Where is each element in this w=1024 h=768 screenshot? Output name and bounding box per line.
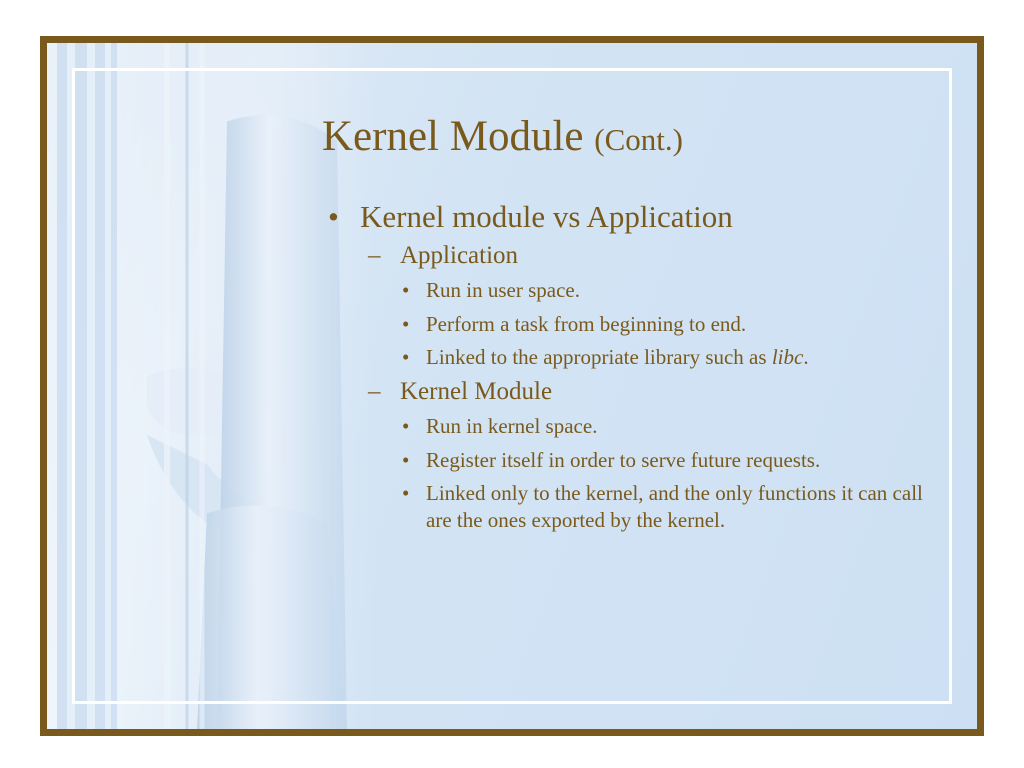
point-item [380,413,942,440]
sub-item-label: Application [400,242,519,270]
point-text: Register itself in order to serve future requests. [426,447,821,472]
point-text [426,345,809,369]
title-suffix: (Cont.) [594,122,683,157]
bullet-dot-icon: • [402,345,410,370]
bullet-item [322,198,942,534]
bullet-dot-icon: • [402,447,410,472]
point-item [380,311,942,338]
bullet-dot-icon: • [328,199,339,235]
point-list [380,277,942,371]
point-text: Perform a task from beginning to end. [426,311,747,336]
sub-item-label: Kernel Module [400,378,553,406]
dash-icon: – [368,242,381,270]
point-list [380,413,942,534]
dash-icon: – [368,378,381,406]
point-text-italic: libc [771,345,804,370]
bullet-text: Kernel module vs Application [360,199,733,235]
slide-frame [40,36,984,736]
point-text: Run in kernel space. [426,414,598,439]
sub-item-kernel-module [356,377,942,534]
point-item [380,277,942,304]
point-item [380,480,942,535]
sub-item-application [356,241,942,371]
bullet-dot-icon: • [402,414,410,439]
point-text-after: . [803,345,809,370]
point-item [380,344,942,371]
bullet-dot-icon: • [402,480,410,505]
bullet-dot-icon: • [402,311,410,336]
point-text: Run in user space. [426,278,580,303]
point-item [380,447,942,474]
bullet-dot-icon: • [402,278,410,303]
point-text-before: Linked to the appropriate library such as [426,345,772,370]
slide-title [322,113,942,160]
slide-content [322,113,942,535]
title-main: Kernel Module [322,113,584,160]
bullet-list [322,198,942,534]
point-text: Linked only to the kernel, and the only functions it can call are the ones exported by the kernel. [426,480,923,533]
sub-list [356,241,942,534]
